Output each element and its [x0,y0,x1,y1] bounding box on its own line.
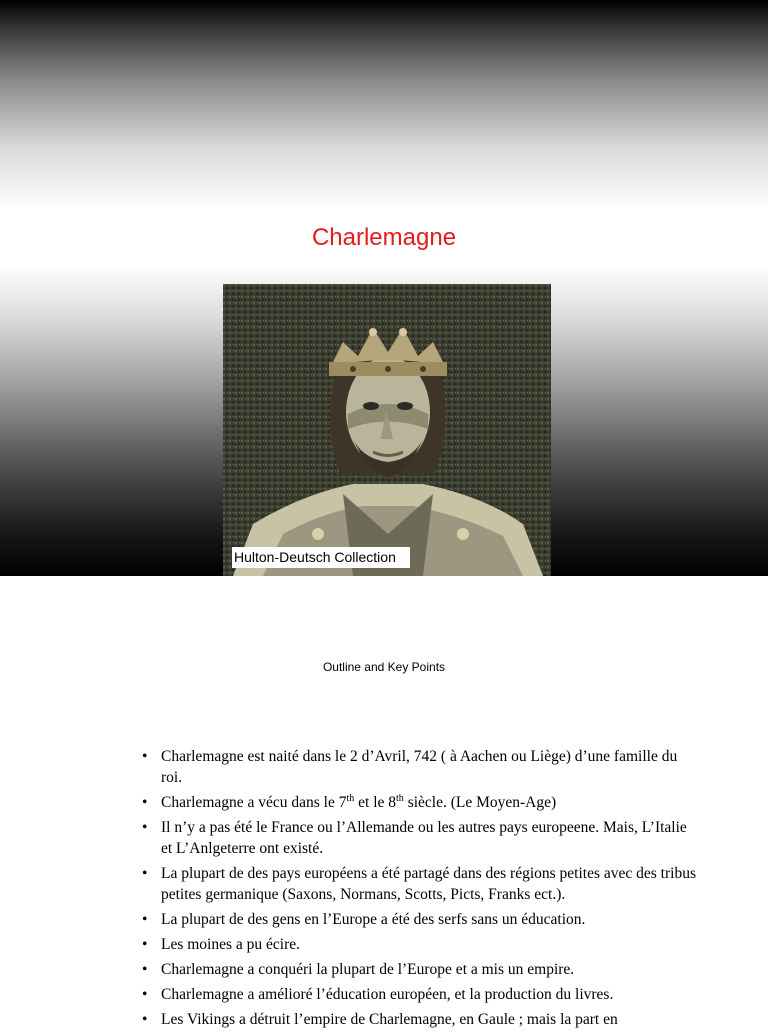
bullet-text: Les Vikings a détruit l’empire de Charlemagne, en Gaule ; mais la part en [161,1011,618,1028]
bullet-text: et le 8 [354,794,397,811]
image-caption: Hulton-Deutsch Collection [232,547,410,568]
bullet-item [161,909,701,930]
notes-heading: Outline and Key Points [322,660,446,674]
portrait-image [223,284,551,576]
bullet-text: siècle. (Le Moyen-Age) [403,794,557,811]
slide-title: Charlemagne [311,224,457,251]
bullet-item [161,817,701,859]
bullet-item [161,792,701,813]
bullet-list [161,746,701,1034]
bullet-text: Charlemagne a vécu dans le 7 [161,794,347,811]
bullet-item [161,984,701,1005]
bullet-text: Les moines a pu écire. [161,936,301,953]
bullet-text: La plupart de des pays européens a été partagé dans des régions petites avec des tribus petites germanique (Saxons, Normans, Scotts, Picts, Franks ect.). [161,865,696,903]
superscript: th [396,792,404,804]
superscript: th [346,792,355,804]
bullet-text: Charlemagne est naité dans le 2 d’Avril, 742 ( à Aachen ou Liège) d’une famille du roi. [161,748,678,786]
bullet-item [161,1009,701,1030]
bullet-text: Charlemagne a conquéri la plupart de l’Europe et a mis un empire. [161,961,575,978]
bullet-text: Il n’y a pas été le France ou l’Allemande ou les autres pays europeene. Mais, L’Italie et L’Anlgeterre ont existé. [161,819,687,857]
bullet-item [161,863,701,905]
portrait-illustration [223,284,551,576]
bullet-item [161,746,701,788]
bullet-item [161,959,701,980]
bullet-text: La plupart de des gens en l’Europe a été des serfs sans un éducation. [161,911,586,928]
bullet-item [161,934,701,955]
bullet-text: Charlemagne a amélioré l’éducation européen, et la production du livres. [161,986,614,1003]
